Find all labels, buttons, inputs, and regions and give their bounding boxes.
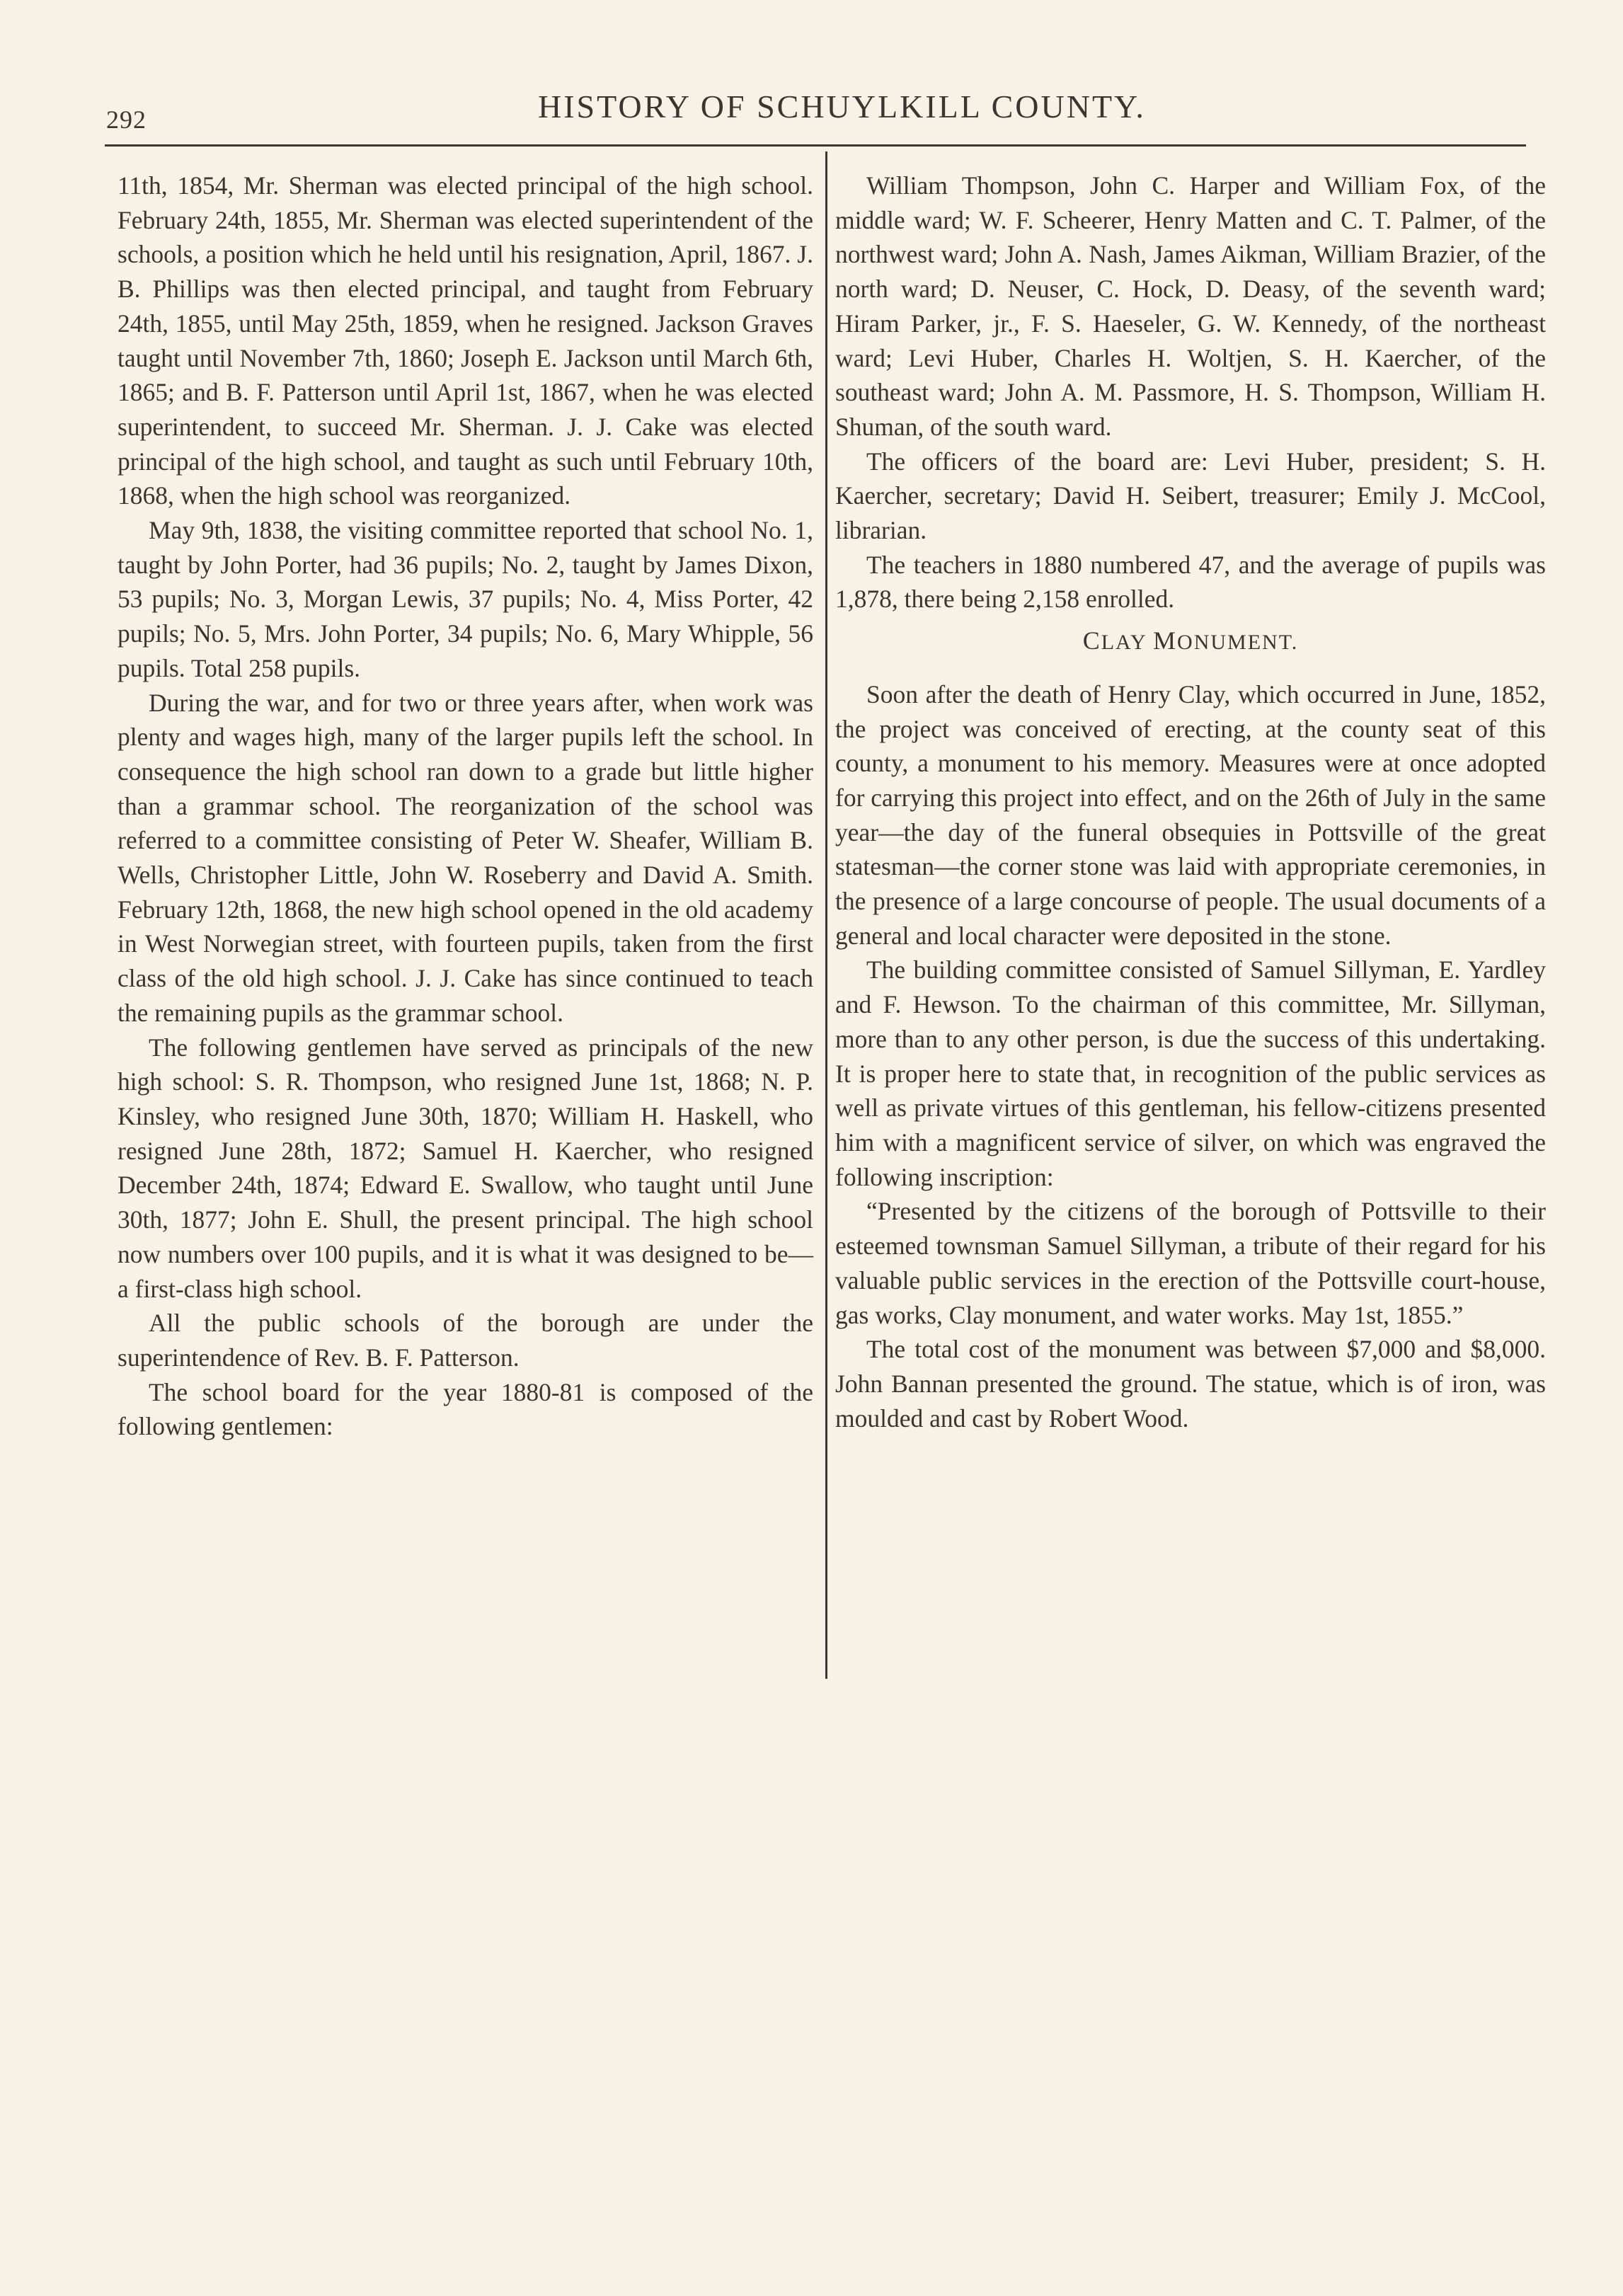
paragraph: The school board for the year 1880-81 is composed of the following gentlemen: [117, 1377, 813, 1441]
paragraph: The building committee consisted of Samuel Sillyman, E. Yardley and F. Hewson. To the chairman of this committee, Mr. Sillyman, more than to any other person, is due the success of this undertaking. It is proper here to state that, in recognition of the public services as well as private virtues of this gentleman, his fellow-citizens presented him with a magnificent service of silver, on which was engraved the following inscription: [835, 955, 1546, 1191]
paragraph: The officers of the board are: Levi Huber, president; S. H. Kaercher, secretary; David H. Seibert, treasurer; Emily J. McCool, librarian. [835, 447, 1546, 545]
column-divider [825, 151, 827, 1679]
left-column [117, 168, 813, 1444]
page-number: 292 [106, 105, 147, 134]
heading-smallcaps: ONUMENT. [1177, 631, 1299, 655]
paragraph: The following gentlemen have served as principals of the new high school: S. R. Thompson, who resigned June 1st, 1868; N. P. Kinsley, who resigned June 30th, 1870; William H. Haskell, who resigned June 28th, 1872; Samuel H. Kaercher, who resigned December 24th, 1874; Edward E. Swallow, who taught until June 30th, 1877; John E. Shull, the present principal. The high school now numbers over 100 pupils, and it is what it was designed to be—a first-class high school. [117, 1033, 813, 1303]
heading-smallcaps: LAY [1101, 631, 1147, 655]
paragraph: “Presented by the citizens of the borough of Pottsville to their esteemed townsman Samuel Sillyman, a tribute of their regard for his valuable public services in the erection of the Pottsville court-house, gas works, Clay monument, and water works. May 1st, 1855.” [835, 1197, 1546, 1329]
paragraph: The total cost of the monument was between $7,000 and $8,000. John Bannan presented the ground. The statue, which is of iron, was moulded and cast by Robert Wood. [835, 1335, 1546, 1433]
heading-initial: M [1153, 626, 1178, 655]
paragraph: All the public schools of the borough are under the superintendence of Rev. B. F. Patterson. [117, 1309, 813, 1372]
paragraph: May 9th, 1838, the visiting committee reported that school No. 1, taught by John Porter, had 36 pupils; No. 2, taught by James Dixon, 53 pupils; No. 3, Morgan Lewis, 37 pupils; No. 4, Miss Porter, 42 pupils; No. 5, Mrs. John Porter, 34 pupils; No. 6, Mary Whipple, 56 pupils. Total 258 pupils. [117, 516, 813, 682]
paragraph: William Thompson, John C. Harper and William Fox, of the middle ward; W. F. Scheerer, Henry Matten and C. T. Palmer, of the northwest ward; John A. Nash, James Aikman, William Brazier, of the north ward; D. Neuser, C. Hock, D. Deasy, of the seventh ward; Hiram Parker, jr., F. S. Haeseler, G. W. Kennedy, of the northeast ward; Levi Huber, Charles H. Woltjen, S. H. Kaercher, of the southeast ward; John A. M. Passmore, H. S. Thompson, William H. Shuman, of the south ward. [835, 171, 1546, 441]
paragraph: Soon after the death of Henry Clay, which occurred in June, 1852, the project was conceived of erecting, at the county seat of this county, a monument to his memory. Measures were at once adopted for carrying this project into effect, and on the 26th of July in the same year—the day of the funeral obsequies in Pottsville of the great statesman—the corner stone was laid with appropriate ceremonies, in the presence of a large concourse of people. The usual documents of a general and local character were deposited in the stone. [835, 679, 1546, 950]
paragraph: 11th, 1854, Mr. Sherman was elected principal of the high school. February 24th, 1855, Mr. Sherman was elected superintendent of the schools, a position which he held until his resignation, April, 1867. J. B. Phillips was then elected principal, and taught from February 24th, 1855, until May 25th, 1859, when he resigned. Jackson Graves taught until November 7th, 1860; Joseph E. Jackson until March 6th, 1865; and B. F. Patterson until April 1st, 1867, when he was elected superintendent, to succeed Mr. Sherman. J. J. Cake was elected principal of the high school, and taught as such until February 10th, 1868, when the high school was reorganized. [117, 171, 813, 510]
heading-initial: C [1082, 626, 1101, 655]
section-heading [835, 624, 1546, 660]
running-head: HISTORY OF SCHUYLKILL COUNTY. [538, 88, 1146, 125]
paragraph: During the war, and for two or three years after, when work was plenty and wages high, many of the larger pupils left the school. In consequence the high school ran down to a grade but little higher than a grammar school. The reorganization of the school was referred to a committee consisting of Peter W. Sheafer, William B. Wells, Christopher Little, John W. Roseberry and David A. Smith. February 12th, 1868, the new high school opened in the old academy in West Norwegian street, with fourteen pupils, taken from the first class of the old high school. J. J. Cake has since continued to teach the remaining pupils as the grammar school. [117, 688, 813, 1027]
right-column [835, 168, 1546, 1435]
header-rule [105, 144, 1526, 147]
paragraph: The teachers in 1880 numbered 47, and the average of pupils was 1,878, there being 2,158 enrolled. [835, 550, 1546, 614]
